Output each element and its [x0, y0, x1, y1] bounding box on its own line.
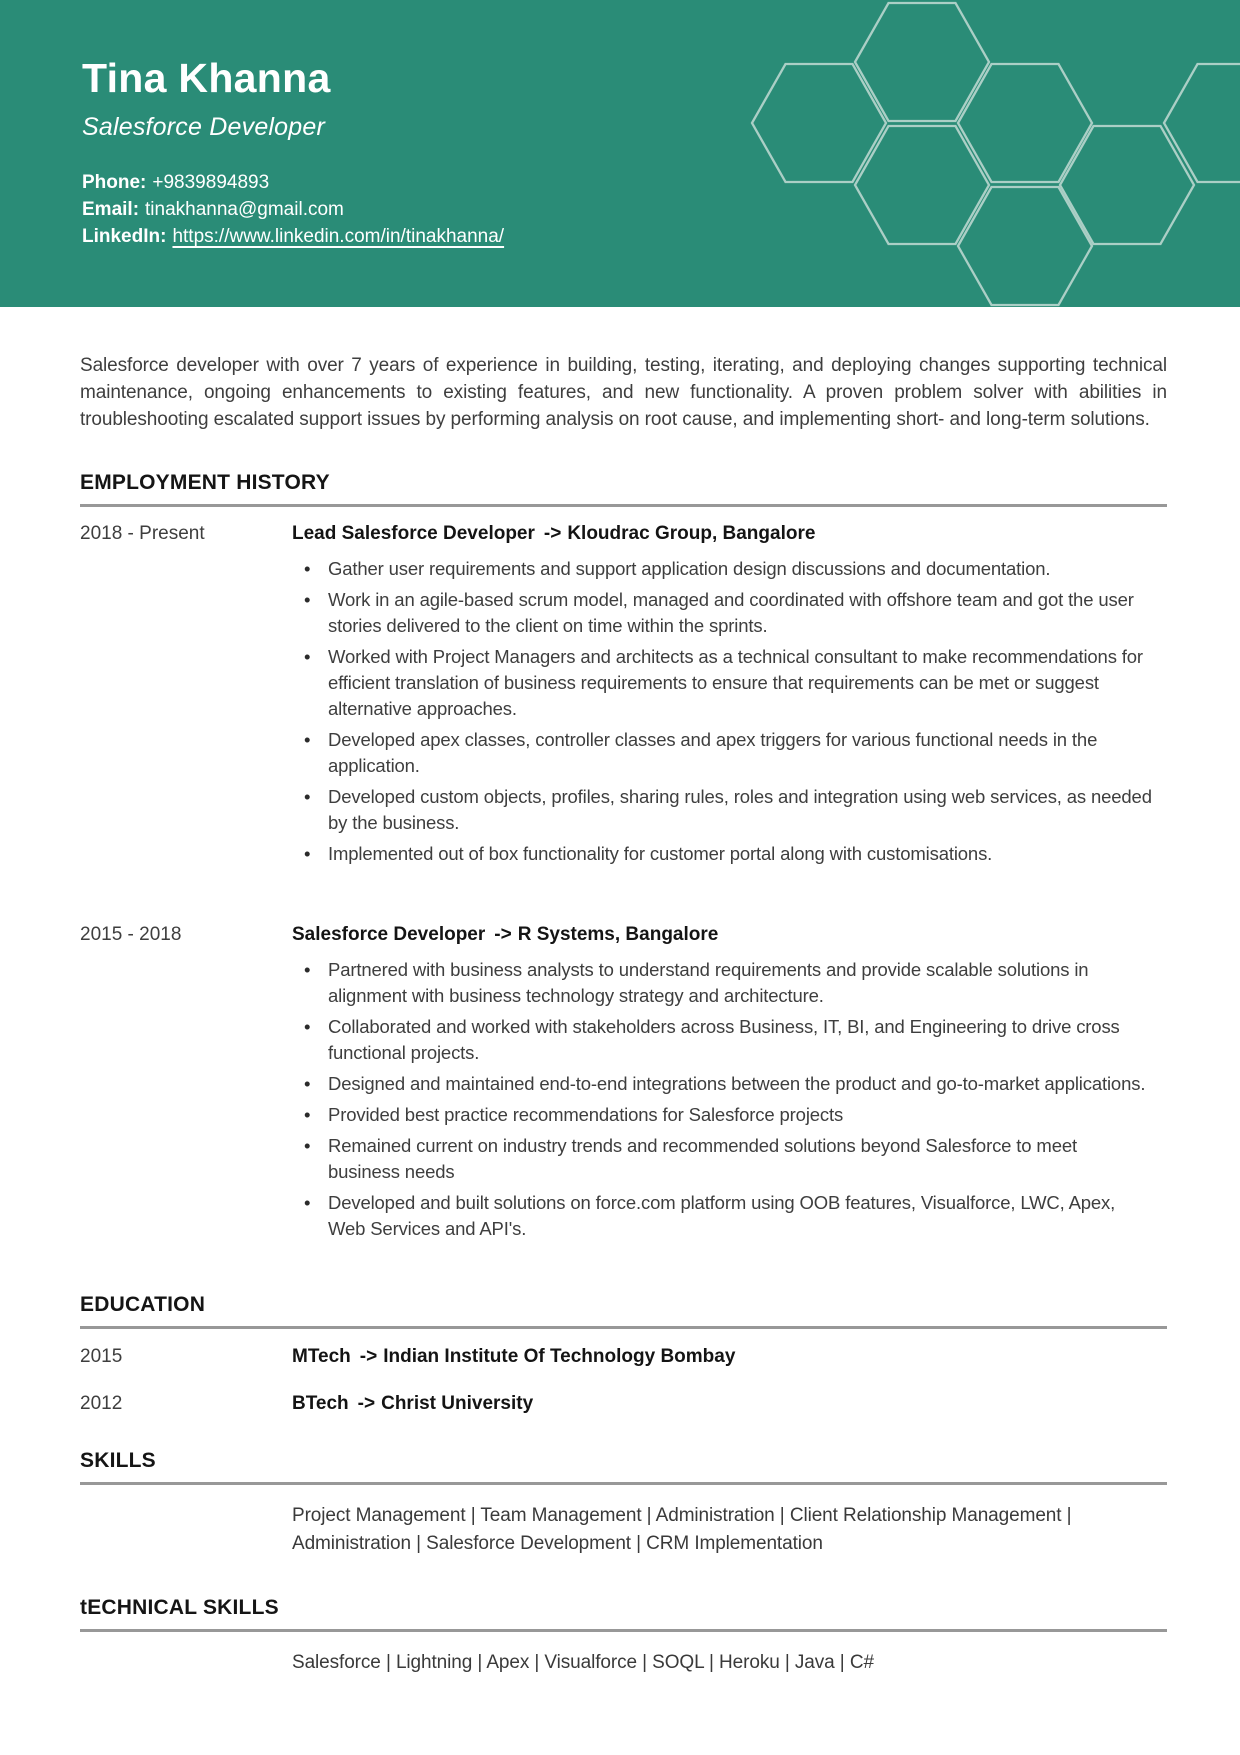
bullet-item: • Designed and maintained end-to-end integrations between the product and go-to-market applications. — [304, 1071, 1153, 1097]
phone-line — [82, 169, 1240, 196]
contact-block — [82, 169, 1240, 250]
header-content — [0, 0, 1240, 250]
bullet-item: • Developed apex classes, controller classes and apex triggers for various functional needs in the application. — [304, 727, 1153, 779]
skills-spacer — [80, 1649, 292, 1677]
section-heading-employment: EMPLOYMENT HISTORY — [80, 471, 330, 494]
bullet-item: • Collaborated and worked with stakeholders across Business, IT, BI, and Engineering to drive cross functional projects. — [304, 1014, 1153, 1066]
bullet-item: • Implemented out of box functionality for customer portal along with customisations. — [304, 841, 1153, 867]
arrow-separator: -> — [494, 924, 512, 945]
section-divider — [80, 1629, 1167, 1632]
linkedin-link[interactable]: https://www.linkedin.com/in/tinakhanna/ — [172, 225, 505, 247]
job-details — [292, 521, 1167, 872]
linkedin-line — [82, 223, 1240, 250]
linkedin-label: LinkedIn: — [82, 225, 167, 247]
technical-skills-list: Salesforce | Lightning | Apex | Visualforce | SOQL | Heroku | Java | C# — [292, 1652, 874, 1673]
education-degree-line — [292, 1393, 1167, 1415]
bullet-item: • Provided best practice recommendations for Salesforce projects — [304, 1102, 1153, 1128]
section-heading-technical-skills: tECHNICAL SKILLS — [80, 1596, 279, 1619]
section-heading-skills: SKILLS — [80, 1449, 156, 1472]
education-degree-line — [292, 1346, 1167, 1368]
job-dates: 2018 - Present — [80, 523, 205, 544]
job-org: Kloudrac Group, Bangalore — [567, 523, 816, 544]
school-name: Christ University — [381, 1393, 534, 1414]
job-org: R Systems, Bangalore — [517, 924, 719, 945]
candidate-name: Tina Khanna — [82, 55, 331, 101]
education-year: 2012 — [80, 1393, 123, 1414]
technical-skills-entry — [80, 1649, 1167, 1677]
arrow-separator: -> — [357, 1393, 376, 1414]
email-value: tinakhanna@gmail.com — [145, 198, 344, 220]
skills-entry — [80, 1502, 1167, 1558]
job-bullet-list — [292, 556, 1167, 867]
email-line — [82, 196, 1240, 223]
job-bullet-list — [292, 957, 1167, 1242]
job-title-line — [292, 922, 1167, 948]
phone-label: Phone: — [82, 171, 147, 193]
section-divider — [80, 1482, 1167, 1485]
profile-summary: Salesforce developer with over 7 years of experience in building, testing, iterating, and deploying changes supporting technical maintenance, ongoing enhancements to existing features, and new functionality. A proven problem solver with abilities in troubleshooting escalated support issues by performing analysis on root cause, and implementing short- and long-term solutions. — [80, 355, 1167, 430]
job-dates: 2015 - 2018 — [80, 924, 182, 945]
section-heading-education: EDUCATION — [80, 1293, 206, 1316]
job-details — [292, 922, 1167, 1247]
phone-value: +9839894893 — [152, 171, 270, 193]
resume-body — [0, 352, 1240, 1677]
arrow-separator: -> — [543, 523, 562, 544]
email-label: Email: — [82, 198, 140, 220]
bullet-item: • Developed custom objects, profiles, sharing rules, roles and integration using web services, as needed by the business. — [304, 784, 1153, 836]
bullet-item: • Remained current on industry trends and recommended solutions beyond Salesforce to meet business needs — [304, 1133, 1153, 1185]
education-entry — [80, 1393, 1167, 1415]
degree-name: BTech — [292, 1393, 349, 1414]
skills-spacer — [80, 1502, 292, 1558]
job-role: Lead Salesforce Developer — [292, 523, 535, 544]
education-entry — [80, 1346, 1167, 1368]
bullet-item: • Gather user requirements and support application design discussions and documentation. — [304, 556, 1153, 582]
bullet-item: • Work in an agile-based scrum model, managed and coordinated with offshore team and got the user stories delivered to the client on time within the sprints. — [304, 587, 1153, 639]
education-year: 2015 — [80, 1346, 123, 1367]
bullet-item: • Developed and built solutions on force.com platform using OOB features, Visualforce, LWC, Apex, Web Services and API's. — [304, 1190, 1153, 1242]
skills-list: Project Management | Team Management | Administration | Client Relationship Management | Administration | Salesforce Development | CRM Implementation — [292, 1505, 1072, 1554]
job-title-line — [292, 521, 1167, 547]
section-divider — [80, 1326, 1167, 1329]
arrow-separator: -> — [359, 1346, 378, 1367]
degree-name: MTech — [292, 1346, 351, 1367]
header-banner — [0, 0, 1240, 307]
bullet-item: • Partnered with business analysts to understand requirements and provide scalable solutions in alignment with business technology strategy and architecture. — [304, 957, 1153, 1009]
job-role: Salesforce Developer — [292, 924, 486, 945]
school-name: Indian Institute Of Technology Bombay — [383, 1346, 736, 1367]
section-divider — [80, 504, 1167, 507]
candidate-job-title: Salesforce Developer — [82, 112, 326, 141]
job-entry — [80, 521, 1167, 872]
job-entry — [80, 922, 1167, 1247]
bullet-item: • Worked with Project Managers and architects as a technical consultant to make recommendations for efficient translation of business requirements to ensure that requirements can be met or suggest alternative approaches. — [304, 644, 1153, 722]
